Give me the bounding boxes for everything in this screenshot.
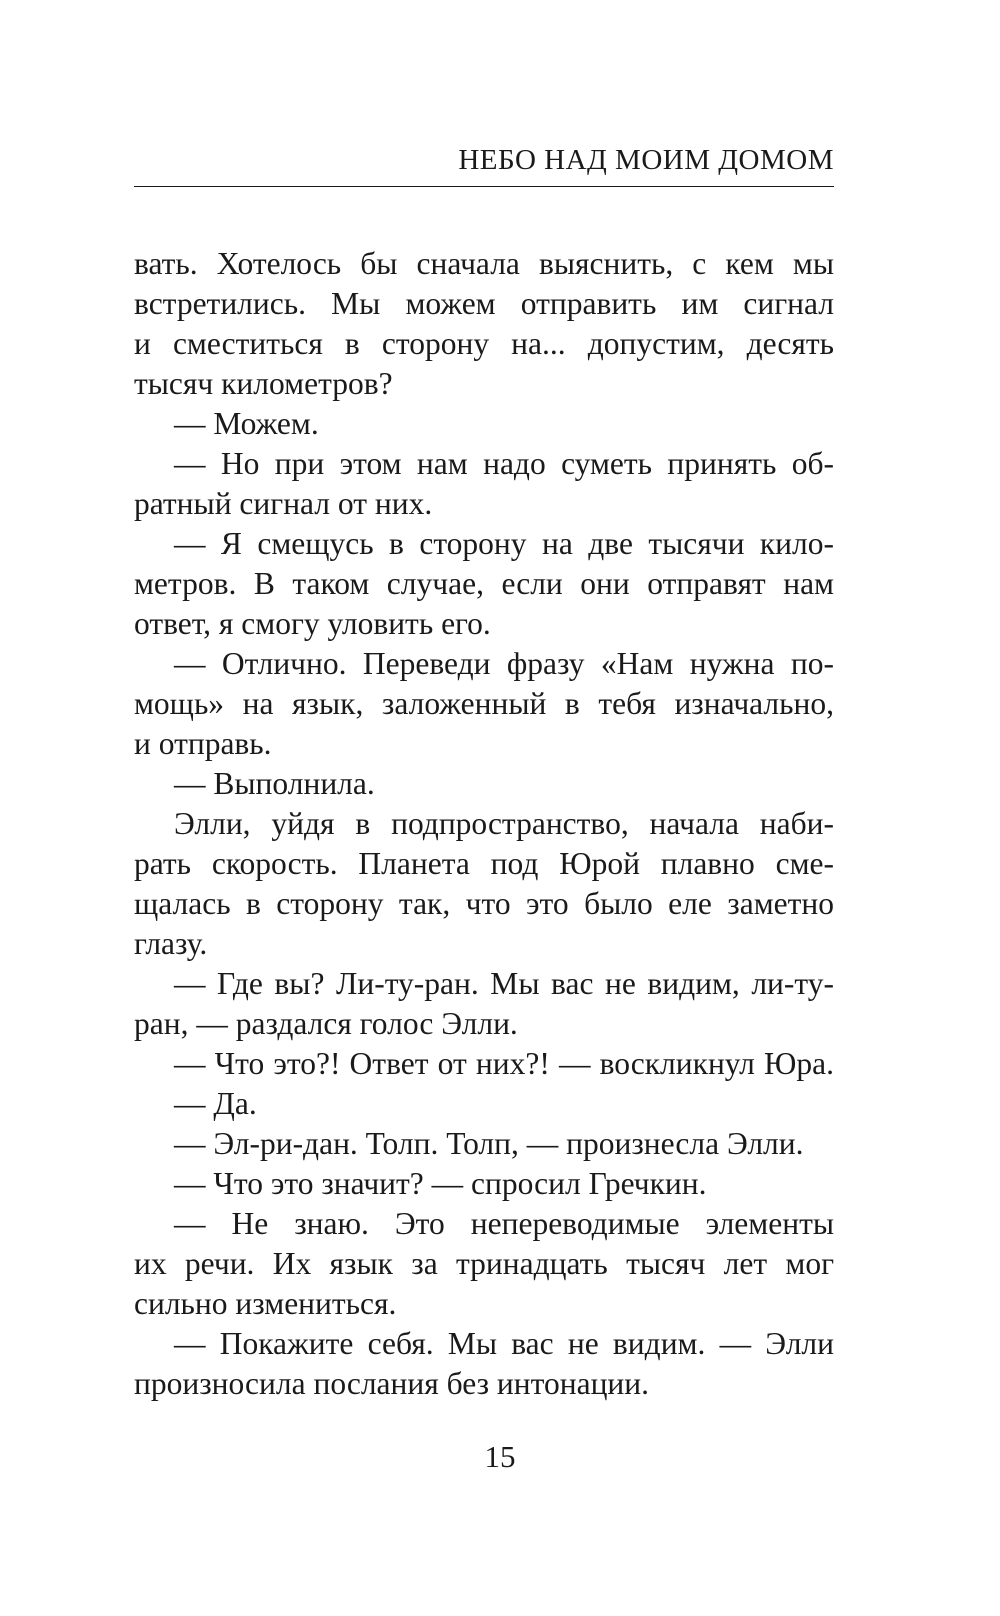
text-line: щалась в сторону так, что это было еле заметно [134,886,834,921]
text-line: произносила послания без интонации. [134,1366,650,1401]
text-line: — Но при этом нам надо суметь принять об- [174,446,834,481]
text-line: — Выполнила. [174,766,375,801]
text-line: — Можем. [174,406,319,441]
text-line: сильно измениться. [134,1286,397,1321]
text-line: — Что это значит? — спросил Гречкин. [174,1166,707,1201]
text-line: встретились. Мы можем отправить им сигнал [134,286,834,321]
text-line: метров. В таком случае, если они отправят нам [134,566,834,601]
text-line: тысяч километров? [134,366,393,401]
text-line: и отправь. [134,726,272,761]
text-line: — Эл-ри-дан. Толп. Толп, — произнесла Элли. [174,1126,804,1161]
text-line: и сместиться в сторону на... допустим, десять [134,326,834,361]
text-line: мощь» на язык, заложенный в тебя изначально, [134,686,834,721]
text-line: рать скорость. Планета под Юрой плавно сме- [134,846,834,881]
text-line: — Я смещусь в сторону на две тысячи кило- [174,526,834,561]
text-line: — Покажите себя. Мы вас не видим. — Элли [174,1326,834,1361]
text-line: ратный сигнал от них. [134,486,433,521]
text-line: глазу. [134,926,208,961]
text-line: Элли, уйдя в подпространство, начала наби- [174,806,834,841]
text-line: — Где вы? Ли-ту-ран. Мы вас не видим, ли-ту- [174,966,834,1001]
text-line: вать. Хотелось бы сначала выяснить, с кем мы [134,246,834,281]
text-line: их речи. Их язык за тринадцать тысяч лет мог [134,1246,834,1281]
page-number: 15 [484,1439,516,1474]
text-line: ран, — раздался голос Элли. [134,1006,518,1041]
header-rule [134,186,834,187]
text-line: — Не знаю. Это непереводимые элементы [174,1206,834,1241]
text-line: — Отлично. Переведи фразу «Нам нужна по- [174,646,834,681]
text-line: ответ, я смогу уловить его. [134,606,491,641]
text-line: — Да. [174,1086,257,1121]
text-line: — Что это?! Ответ от них?! — воскликнул Юра. [174,1046,834,1081]
body-text [134,244,834,1404]
running-head: НЕБО НАД МОИМ ДОМОМ [458,144,834,176]
